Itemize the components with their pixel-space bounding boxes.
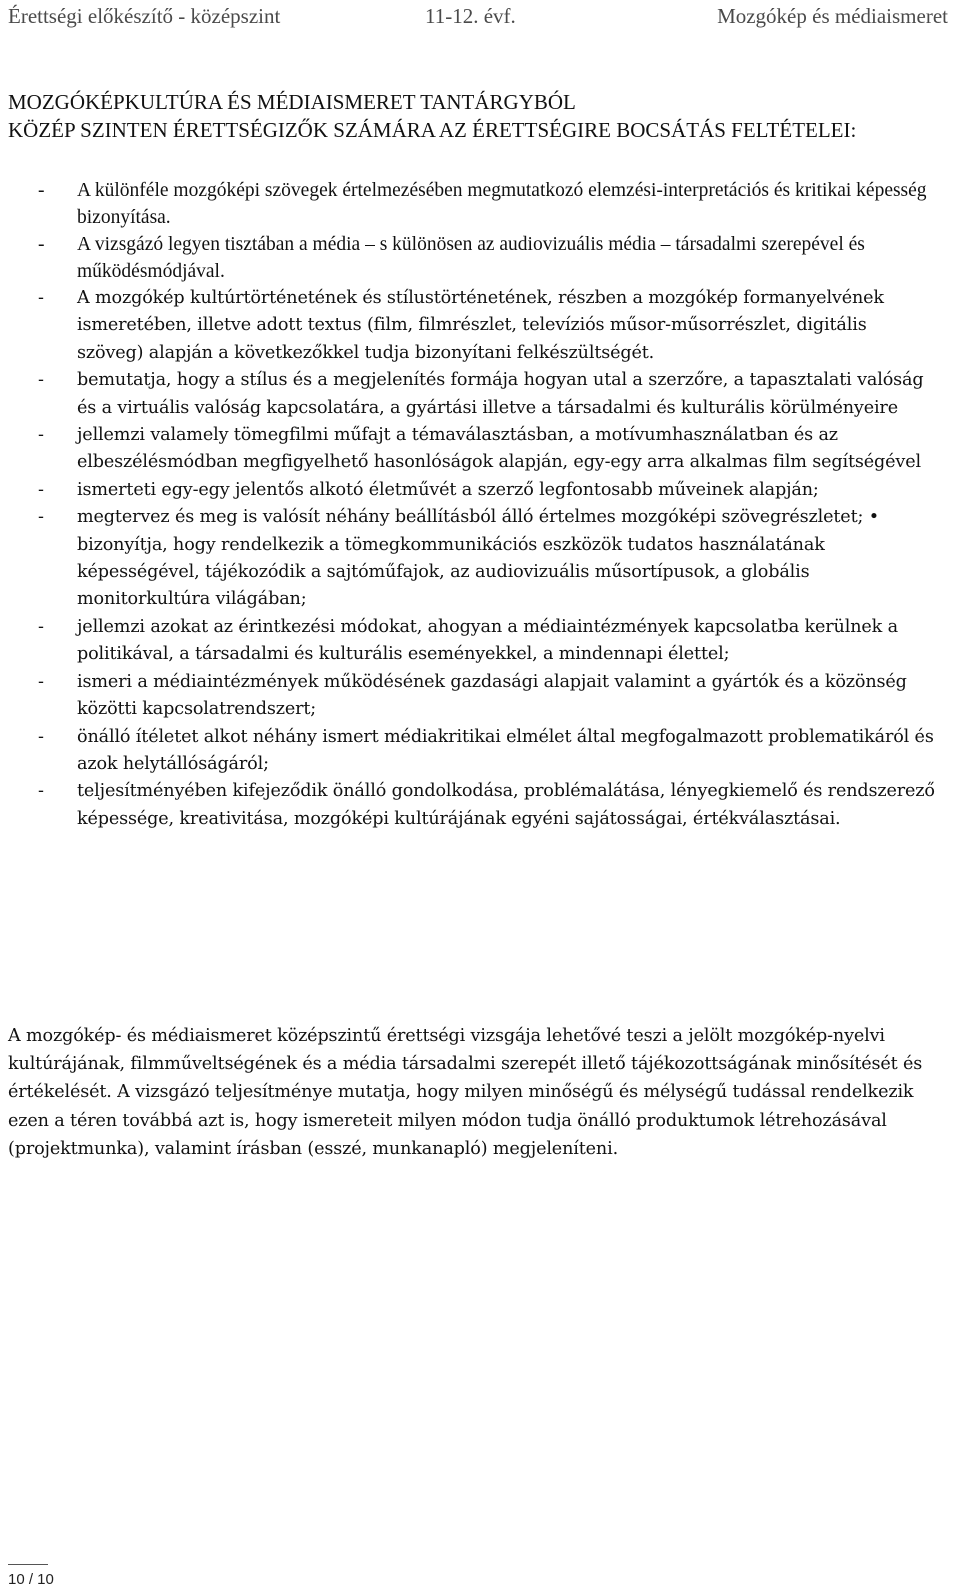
competency-list	[8, 285, 938, 833]
list-dash: -	[38, 507, 44, 528]
list-item	[8, 285, 938, 367]
heading-line-2: KÖZÉP SZINTEN ÉRETTSÉGIZŐK SZÁMÁRA AZ ÉRETTSÉGIRE BOCSÁTÁS FELTÉTELEI:	[8, 118, 857, 142]
header-title: Érettségi előkészítő - középszint	[8, 4, 281, 28]
list-item	[8, 669, 938, 724]
list-item-text: bemutatja, hogy a stílus és a megjelenítés formája hogyan utal a szerzőre, a tapasztalati valóság és a virtuális valóság kapcsolatára, a gyártási illetve a társadalmi és kulturális körülményeire	[77, 370, 924, 418]
list-item	[8, 724, 938, 779]
list-item-text: ismeri a médiaintézmények működésének gazdasági alapjait valamint a gyártók és a közönség közötti kapcsolatrendszert;	[77, 671, 907, 720]
list-dash: -	[38, 234, 45, 255]
footer-divider	[8, 1564, 48, 1565]
list-item	[8, 367, 938, 422]
list-dash: -	[38, 370, 44, 391]
list-item-text: A mozgókép kultúrtörténetének és stílustörténetének, részben a mozgókép formanyelvének ismeretében, illetve adott textus (film, filmrészlet, televíziós műsor-műsorrészlet, digitális szöveg) alapján a következőkkel tudja bizonyítani felkészültségét.	[77, 288, 884, 363]
list-item	[8, 504, 938, 614]
list-dash: -	[38, 288, 44, 308]
list-item	[8, 477, 938, 504]
header-subject: Mozgókép és médiaismeret	[717, 4, 948, 28]
list-item-text: önálló ítéletet alkot néhány ismert médiakritikai elmélet által megfogalmazott problematikáról és azok helytállóságáról;	[77, 726, 934, 774]
section-heading	[8, 88, 948, 144]
list-dash: -	[38, 781, 44, 802]
list-item	[8, 177, 938, 231]
list-item	[8, 231, 938, 285]
page-number: 10 / 10	[8, 1571, 54, 1588]
list-item	[8, 422, 938, 477]
list-dash: -	[38, 479, 44, 500]
list-item-text: A különféle mozgóképi szövegek értelmezésében megmutatkozó elemzési-interpretációs és kritikai képesség bizonyítása.	[77, 180, 927, 228]
list-dash: -	[38, 671, 44, 692]
intro-requirements-list	[8, 177, 938, 285]
list-item-text: ismerteti egy-egy jelentős alkotó életművét a szerző legfontosabb műveinek alapján;	[77, 479, 819, 500]
page-header	[8, 4, 948, 34]
header-grade: 11-12. évf.	[425, 4, 516, 28]
list-item-text: megtervez és meg is valósít néhány beállításból álló értelmes mozgóképi szövegrészletet; • bizonyítja, hogy rendelkezik a tömegkommunikációs eszközök tudatos használatának képességével, tájékozódik a sajtóműfajok, az audiovizuális műsortípusok, a globális monitorkultúra világában;	[77, 507, 879, 610]
list-dash: -	[38, 726, 44, 747]
list-dash: -	[38, 425, 44, 446]
list-item-text: jellemzi valamely tömegfilmi műfajt a témaválasztásban, a motívumhasználatban és az elbeszélésmódban megfigyelhető hasonlóságok alapján, egy-egy arra alkalmas film segítségével	[77, 425, 921, 473]
list-item	[8, 778, 938, 833]
list-item	[8, 614, 938, 669]
list-item-text: teljesítményében kifejeződik önálló gondolkodása, problémalátása, lényegkiemelő és rendszerező képessége, kreativitása, mozgóképi kultúrájának egyéni sajátosságai, értékválasztásai.	[77, 781, 935, 829]
list-dash: -	[38, 616, 44, 637]
heading-line-1: MOZGÓKÉPKULTÚRA ÉS MÉDIAISMERET TANTÁRGYBÓL	[8, 90, 576, 114]
list-dash: -	[38, 180, 45, 201]
list-item-text: jellemzi azokat az érintkezési módokat, ahogyan a médiaintézmények kapcsolatba kerülnek a politikával, a társadalmi és kulturális eseményekkel, a mindennapi élettel;	[77, 616, 898, 665]
list-item-text: A vizsgázó legyen tisztában a média – s különösen az audiovizuális média – társadalmi szerepével és működésmódjával.	[77, 234, 865, 282]
closing-paragraph: A mozgókép- és médiaismeret középszintű érettségi vizsgája lehetővé teszi a jelölt mozgókép-nyelvi kultúrájának, filmműveltségének és a média társadalmi szerepét illető tájékozottságának minősítését és értékelését. A vizsgázó teljesítménye mutatja, hogy milyen minőségű és mélységű tudással rendelkezik ezen a téren továbbá azt is, hogy ismereteit milyen módon tudja önálló produktumok létrehozásával (projektmunka), valamint írásban (esszé, munkanapló) megjeleníteni.	[8, 1026, 923, 1159]
